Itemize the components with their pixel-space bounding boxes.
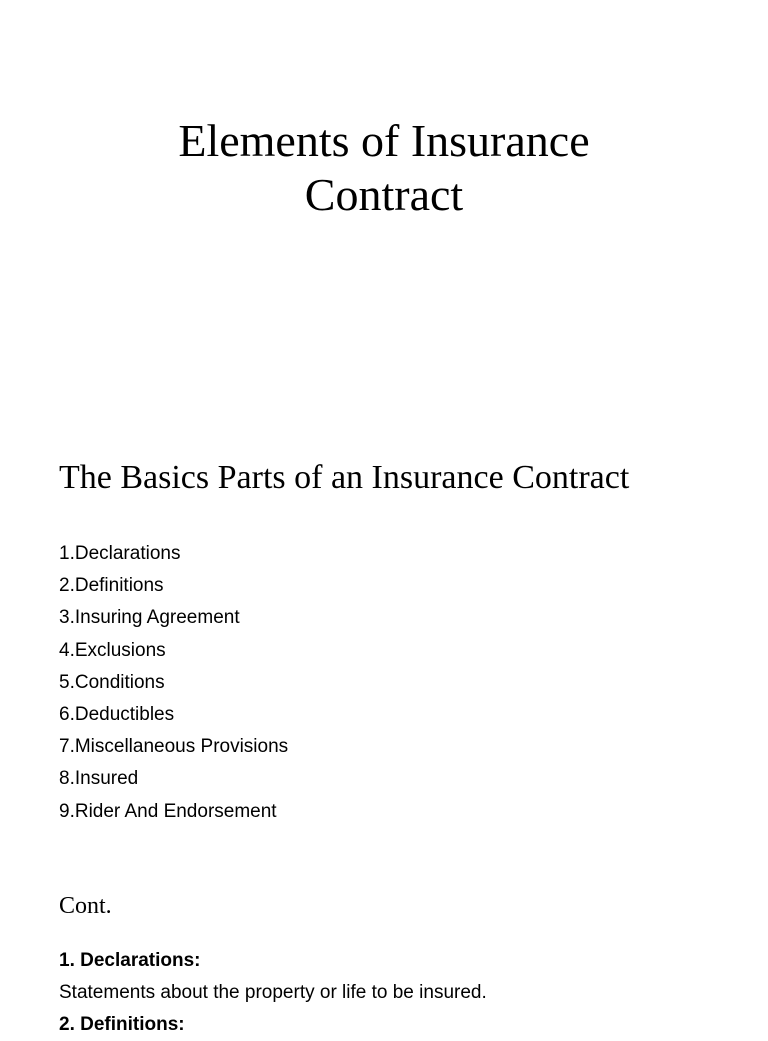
document-title [0, 114, 768, 222]
list-item: 3.Insuring Agreement [59, 607, 240, 629]
title-line-1: Elements of Insurance [178, 115, 590, 166]
declarations-description: Statements about the property or life to be insured. [59, 982, 487, 1003]
list-item: 7.Miscellaneous Provisions [59, 736, 289, 758]
section-heading: The Basics Parts of an Insurance Contract [59, 459, 630, 496]
list-item: 8.Insured [59, 768, 139, 790]
list-item: 4.Exclusions [59, 639, 166, 661]
cont-heading: Cont. [59, 893, 112, 919]
list-item: 2.Definitions [59, 575, 164, 597]
list-item: 1.Declarations [59, 543, 181, 564]
list-item: 6.Deductibles [59, 704, 175, 726]
definitions-term: 2. Definitions: [59, 1014, 185, 1035]
parts-list [59, 538, 288, 828]
list-item: 9.Rider And Endorsement [59, 800, 277, 822]
list-item: 5.Conditions [59, 671, 165, 693]
declarations-term: 1. Declarations: [59, 950, 201, 971]
definitions-section [59, 945, 487, 1041]
title-line-2: Contract [304, 169, 464, 220]
